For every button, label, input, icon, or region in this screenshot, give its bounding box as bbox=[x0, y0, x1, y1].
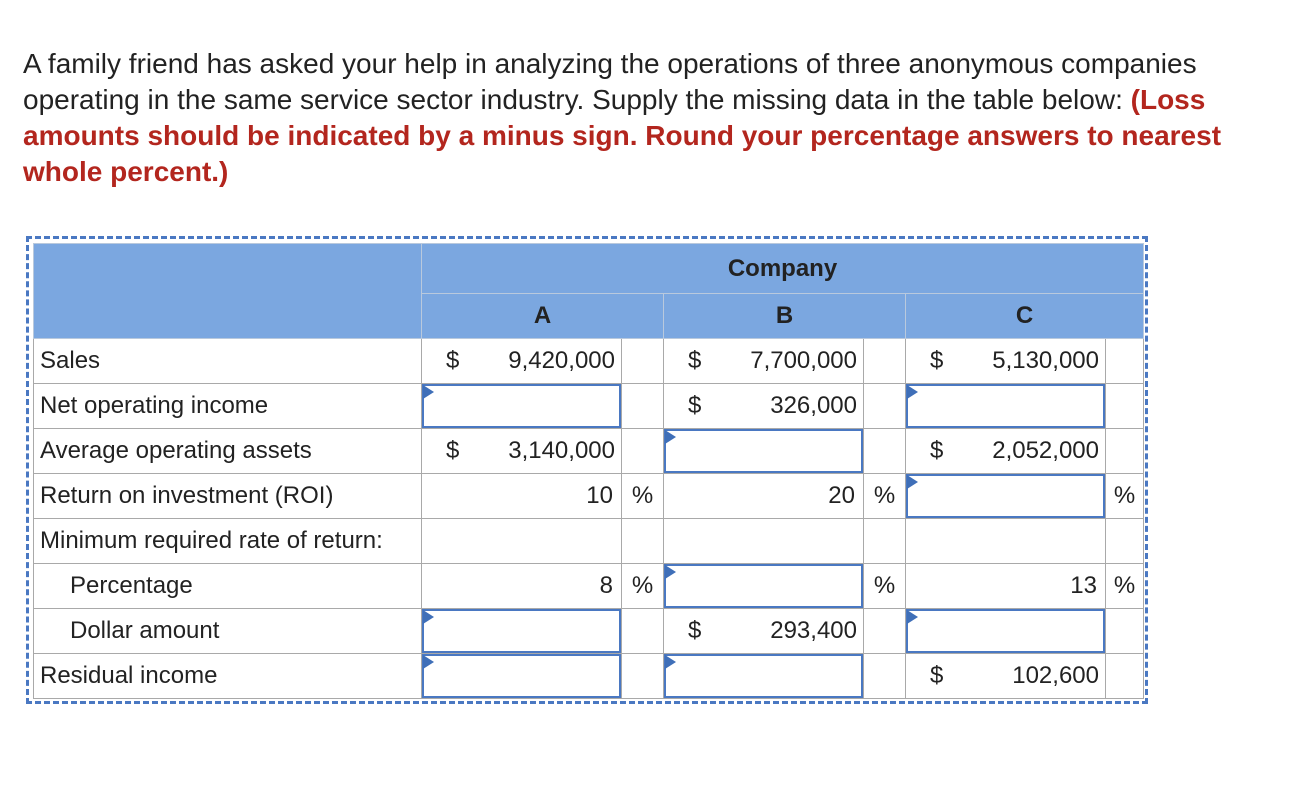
input-roi-c[interactable] bbox=[906, 474, 1105, 518]
cell-roi-c bbox=[906, 474, 1106, 519]
table-row-min-rate bbox=[34, 519, 1144, 564]
percent-sign: % bbox=[864, 474, 906, 519]
input-residual-b[interactable] bbox=[664, 654, 863, 698]
percent-sign: % bbox=[622, 564, 664, 609]
row-label-min-rate: Minimum required rate of return: bbox=[34, 519, 422, 564]
currency-symbol: $ bbox=[446, 437, 460, 464]
cell-assets-a: $ 3,140,000 bbox=[422, 429, 622, 474]
input-marker-icon bbox=[665, 565, 676, 579]
cell-assets-c: $ 2,052,000 bbox=[906, 429, 1106, 474]
input-noi-c[interactable] bbox=[906, 384, 1105, 428]
row-label-noi: Net operating income bbox=[34, 384, 422, 429]
cell-assets-b bbox=[664, 429, 864, 474]
input-marker-icon bbox=[665, 430, 676, 444]
cell-residual-a bbox=[422, 654, 622, 699]
currency-symbol: $ bbox=[930, 437, 944, 464]
percent-sign: % bbox=[864, 564, 906, 609]
table-row-assets bbox=[34, 429, 1144, 474]
cell-sales-b: $ 7,700,000 bbox=[664, 339, 864, 384]
input-marker-icon bbox=[423, 610, 434, 624]
percent-sign: % bbox=[1106, 474, 1144, 519]
currency-symbol: $ bbox=[446, 347, 460, 374]
cell-sales-a: $ 9,420,000 bbox=[422, 339, 622, 384]
table-row-percentage bbox=[34, 564, 1144, 609]
header-company: Company bbox=[422, 244, 1144, 294]
table-row-sales bbox=[34, 339, 1144, 384]
percent-sign: % bbox=[622, 474, 664, 519]
cell-dollar-b: $ 293,400 bbox=[664, 609, 864, 654]
input-marker-icon bbox=[907, 610, 918, 624]
cell-sales-c: $ 5,130,000 bbox=[906, 339, 1106, 384]
input-marker-icon bbox=[423, 655, 434, 669]
input-marker-icon bbox=[907, 475, 918, 489]
input-assets-b[interactable] bbox=[664, 429, 863, 473]
cell-dollar-c bbox=[906, 609, 1106, 654]
currency-symbol: $ bbox=[688, 347, 702, 374]
table-row-dollar bbox=[34, 609, 1144, 654]
row-label-assets: Average operating assets bbox=[34, 429, 422, 474]
cell-percentage-c: 13 bbox=[906, 564, 1106, 609]
currency-symbol: $ bbox=[930, 662, 944, 689]
header-col-a: A bbox=[422, 294, 664, 339]
header-col-c: C bbox=[906, 294, 1144, 339]
question-body: A family friend has asked your help in analyzing the operations of three anonymous companies operating in the same service sector industry. Supply the missing data in the table below: bbox=[23, 48, 1197, 115]
input-percentage-b[interactable] bbox=[664, 564, 863, 608]
input-dollar-a[interactable] bbox=[422, 609, 621, 653]
row-label-residual: Residual income bbox=[34, 654, 422, 699]
cell-noi-a bbox=[422, 384, 622, 429]
cell-noi-b: $ 326,000 bbox=[664, 384, 864, 429]
cell-roi-a: 10 bbox=[422, 474, 622, 519]
currency-symbol: $ bbox=[930, 347, 944, 374]
cell-dollar-a bbox=[422, 609, 622, 654]
currency-symbol: $ bbox=[688, 392, 702, 419]
input-marker-icon bbox=[423, 385, 434, 399]
percent-sign: % bbox=[1106, 564, 1144, 609]
cell-residual-c: $ 102,600 bbox=[906, 654, 1106, 699]
table-row-residual bbox=[34, 654, 1144, 699]
company-data-table bbox=[33, 243, 1144, 699]
input-noi-a[interactable] bbox=[422, 384, 621, 428]
table-row-roi bbox=[34, 474, 1144, 519]
row-label-sales: Sales bbox=[34, 339, 422, 384]
data-table-container bbox=[26, 236, 1148, 704]
question-text bbox=[23, 46, 1273, 190]
header-col-b: B bbox=[664, 294, 906, 339]
header-blank bbox=[34, 244, 422, 339]
question-instruction: (Loss amounts should be indicated by a minus sign. Round your percentage answers to nearest whole percent.) bbox=[23, 84, 1222, 187]
currency-symbol: $ bbox=[688, 617, 702, 644]
cell-percentage-a: 8 bbox=[422, 564, 622, 609]
row-label-percentage: Percentage bbox=[34, 564, 422, 609]
input-marker-icon bbox=[907, 385, 918, 399]
cell-noi-c bbox=[906, 384, 1106, 429]
row-label-dollar: Dollar amount bbox=[34, 609, 422, 654]
cell-residual-b bbox=[664, 654, 864, 699]
input-dollar-c[interactable] bbox=[906, 609, 1105, 653]
input-marker-icon bbox=[665, 655, 676, 669]
cell-roi-b: 20 bbox=[664, 474, 864, 519]
table-row-noi bbox=[34, 384, 1144, 429]
input-residual-a[interactable] bbox=[422, 654, 621, 698]
row-label-roi: Return on investment (ROI) bbox=[34, 474, 422, 519]
cell-percentage-b bbox=[664, 564, 864, 609]
